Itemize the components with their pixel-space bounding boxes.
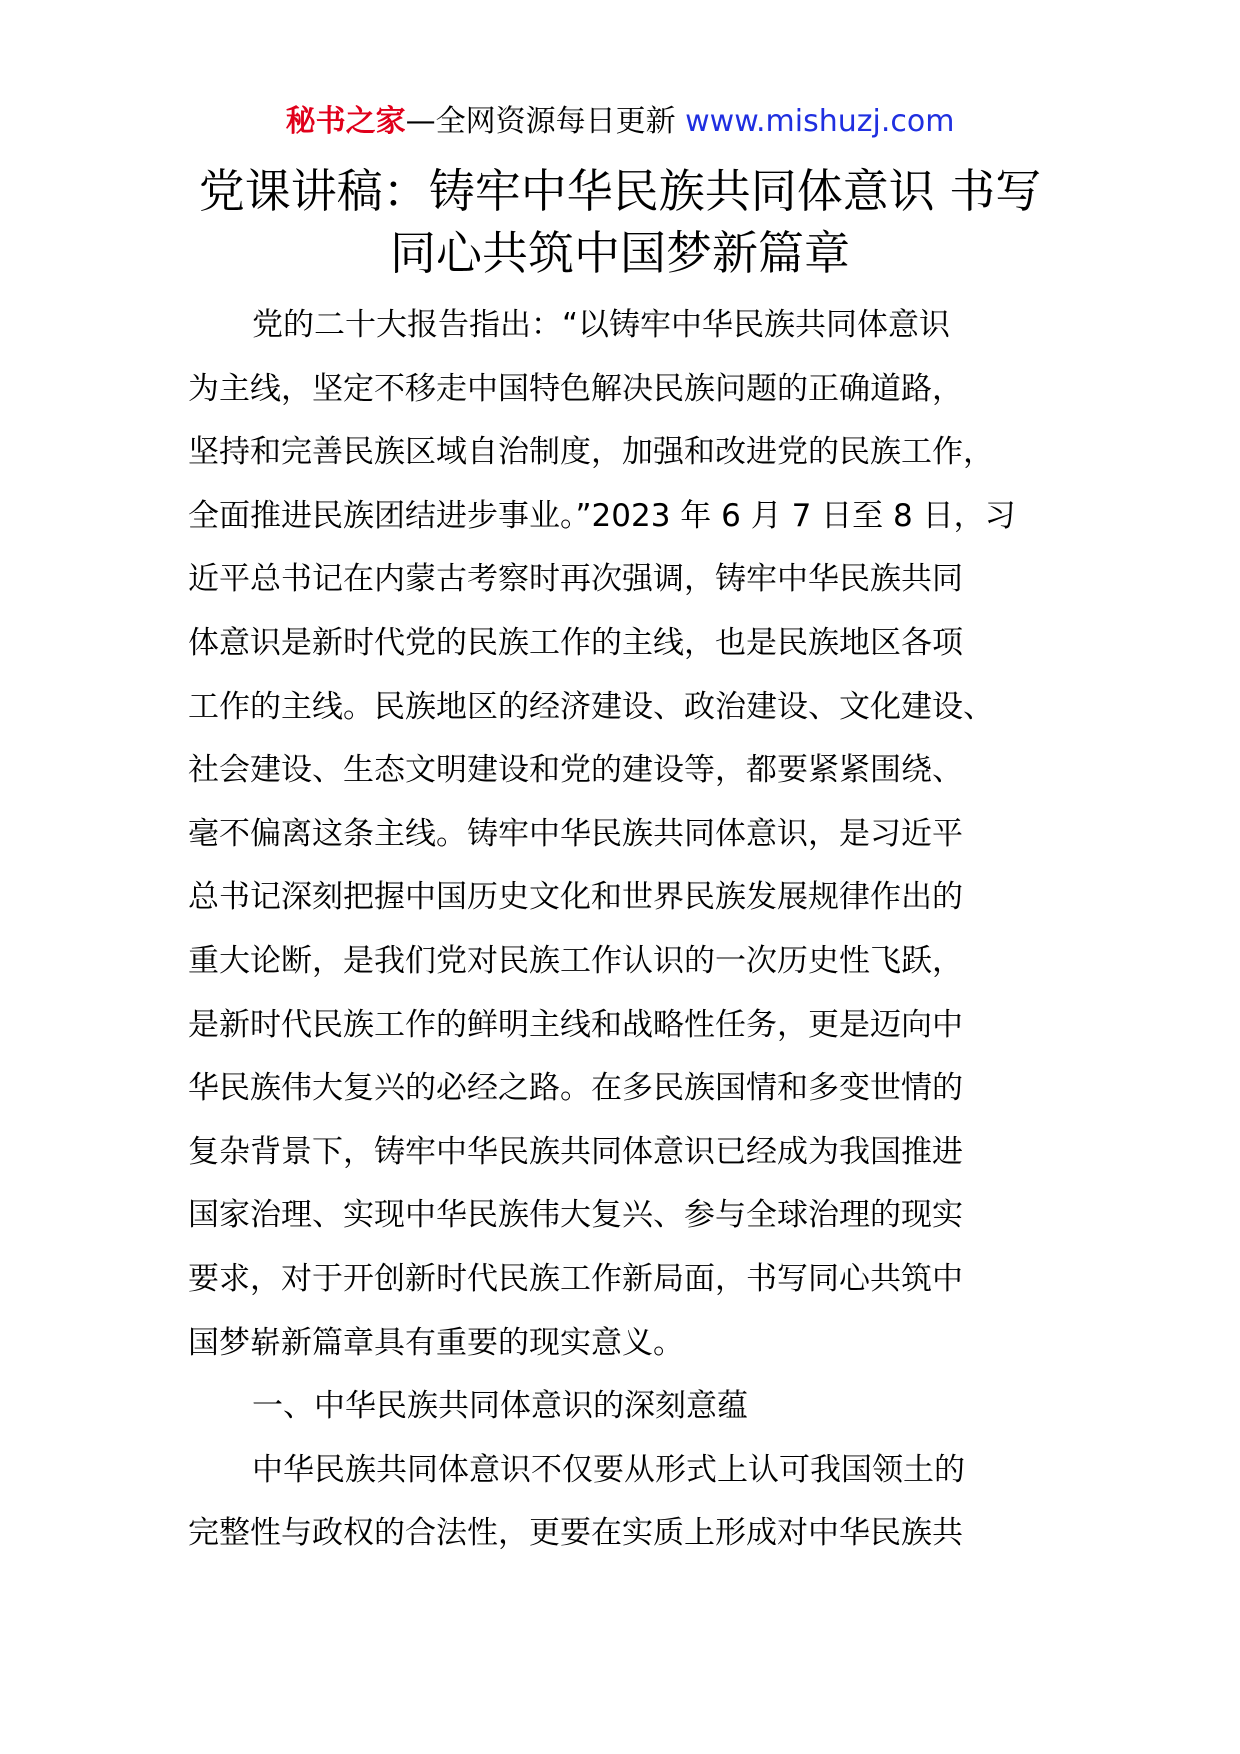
paragraph-line: 总书记深刻把握中国历史文化和世界民族发展规律作出的 [188, 879, 963, 916]
paragraph-line: 国梦崭新篇章具有重要的现实意义。 [188, 1324, 684, 1361]
paragraph-line: 重大论断，是我们党对民族工作认识的一次历史性飞跃， [188, 942, 963, 979]
paragraph-line: 社会建设、生态文明建设和党的建设等，都要紧紧围绕、 [188, 752, 963, 789]
paragraph-line: 工作的主线。民族地区的经济建设、政治建设、文化建设、 [188, 688, 994, 725]
website-link[interactable]: www.mishuzj.com [685, 104, 955, 139]
paragraph-line: 近平总书记在内蒙古考察时再次强调，铸牢中华民族共同 [188, 561, 963, 598]
header-tagline: —全网资源每日更新 [405, 104, 686, 139]
paragraph-line: 完整性与政权的合法性，更要在实质上形成对中华民族共 [188, 1515, 963, 1552]
paragraph-line: 是新时代民族工作的鲜明主线和战略性任务，更是迈向中 [188, 1006, 963, 1043]
paragraph-line: 毫不偏离这条主线。铸牢中华民族共同体意识，是习近平 [188, 815, 963, 852]
brand-name: 秘书之家 [285, 104, 406, 139]
paragraph-line: 党的二十大报告指出：“以铸牢中华民族共同体意识 [252, 307, 951, 343]
paragraph-line: 复杂背景下，铸牢中华民族共同体意识已经成为我国推进 [188, 1133, 963, 1170]
paragraph-line: 华民族伟大复兴的必经之路。在多民族国情和多变世情的 [188, 1070, 963, 1107]
section-heading: 一、中华民族共同体意识的深刻意蕴 [252, 1388, 748, 1425]
paragraph-line: 国家治理、实现中华民族伟大复兴、参与全球治理的现实 [188, 1197, 963, 1234]
site-header [0, 100, 1240, 144]
paragraph-line: 要求，对于开创新时代民族工作新局面，书写同心共筑中 [188, 1260, 963, 1297]
title-line-1: 党课讲稿：铸牢中华民族共同体意识 书写 [198, 164, 1042, 218]
title-line-2: 同心共筑中国梦新篇章 [390, 226, 850, 280]
paragraph-line: 坚持和完善民族区域自治制度，加强和改进党的民族工作， [188, 434, 994, 471]
document-title [150, 160, 1090, 284]
paragraph-line: 全面推进民族团结进步事业。”2023 年 6 月 7 日至 8 日，习 [188, 497, 1016, 534]
paragraph-line: 体意识是新时代党的民族工作的主线，也是民族地区各项 [188, 624, 963, 661]
paragraph-line: 中华民族共同体意识不仅要从形式上认可我国领土的 [252, 1451, 965, 1488]
paragraph-line: 为主线，坚定不移走中国特色解决民族问题的正确道路， [188, 370, 963, 407]
document-body [188, 294, 1068, 1566]
